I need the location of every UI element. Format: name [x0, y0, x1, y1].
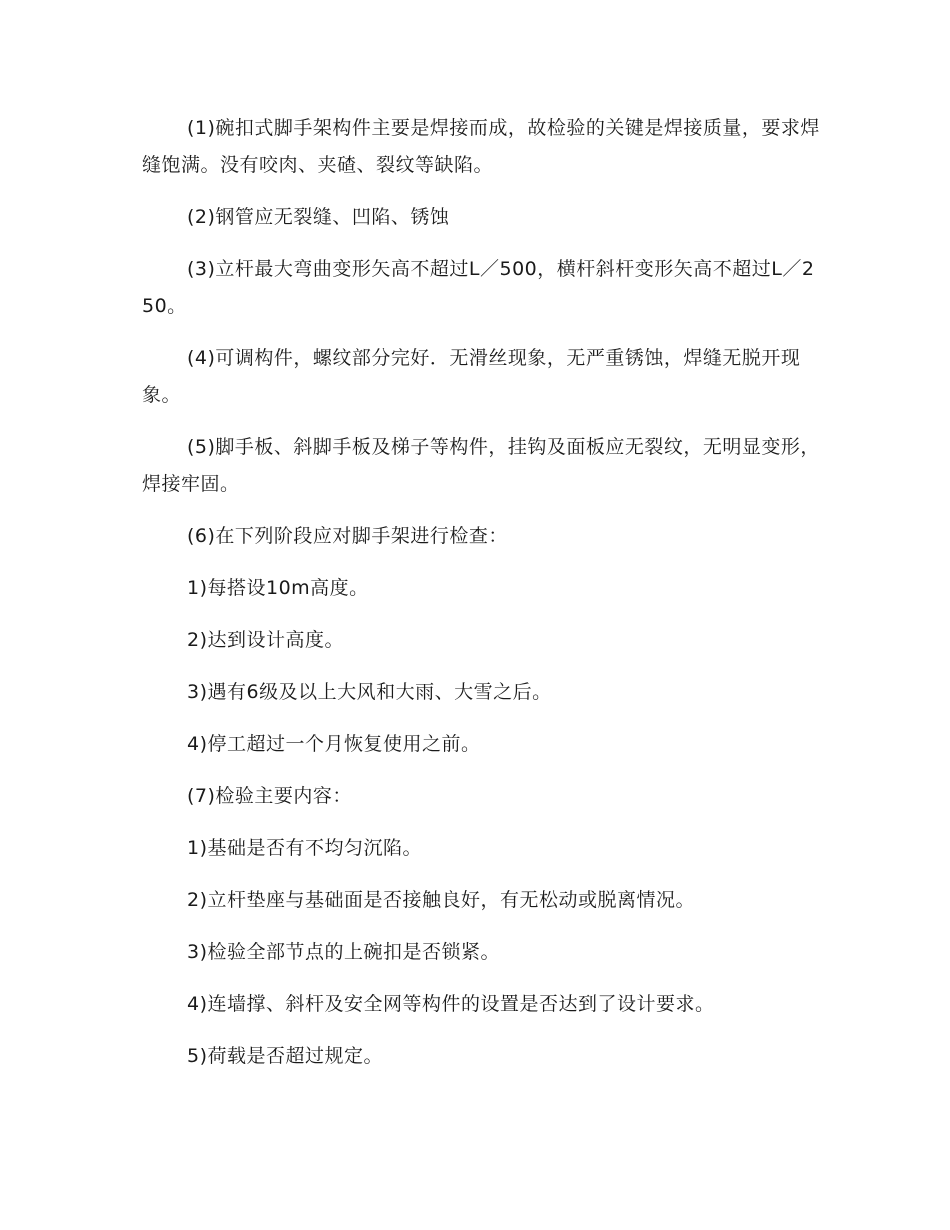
paragraph-5: (5)脚手板、斜脚手板及梯子等构件，挂钩及面板应无裂纹，无明显变形，焊接牢固。 — [142, 436, 820, 495]
inspection-item-2: 2)立杆垫座与基础面是否接触良好，有无松动或脱离情况。 — [187, 889, 696, 911]
inspection-stage-3: 3)遇有6级及以上大风和大雨、大雪之后。 — [187, 681, 552, 703]
paragraph-6: (6)在下列阶段应对脚手架进行检查： — [187, 525, 508, 547]
paragraph-1: (1)碗扣式脚手架构件主要是焊接而成，故检验的关键是焊接质量，要求焊缝饱满。没有咬肉、夹碴、裂纹等缺陷。 — [142, 117, 820, 176]
paragraph-4: (4)可调构件，螺纹部分完好．无滑丝现象，无严重锈蚀，焊缝无脱开现象。 — [142, 347, 801, 406]
paragraph-3: (3)立杆最大弯曲变形矢高不超过L／500，横杆斜杆变形矢高不超过L／250。 — [142, 258, 815, 317]
inspection-item-4: 4)连墙撑、斜杆及安全网等构件的设置是否达到了设计要求。 — [187, 993, 715, 1015]
inspection-item-5: 5)荷载是否超过规定。 — [187, 1045, 384, 1067]
paragraph-7: (7)检验主要内容： — [187, 785, 352, 807]
paragraph-2: (2)钢管应无裂缝、凹陷、锈蚀 — [187, 206, 450, 228]
inspection-item-1: 1)基础是否有不均匀沉陷。 — [187, 837, 423, 859]
inspection-stage-4: 4)停工超过一个月恢复使用之前。 — [187, 733, 481, 755]
inspection-stage-1: 1)每搭设10m高度。 — [187, 577, 369, 599]
document-body — [142, 110, 822, 1075]
inspection-stage-2: 2)达到设计高度。 — [187, 629, 345, 651]
inspection-item-3: 3)检验全部节点的上碗扣是否锁紧。 — [187, 941, 501, 963]
